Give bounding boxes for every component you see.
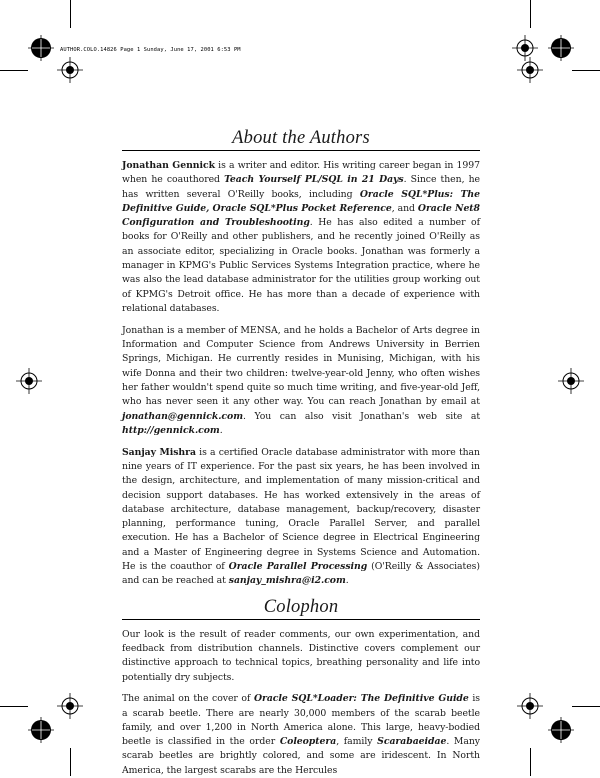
about-authors-section <box>122 128 480 589</box>
crop-line <box>572 706 600 707</box>
author-name: Jonathan Gennick <box>122 160 215 171</box>
registration-crosshair-icon <box>558 368 584 394</box>
book-title: Oracle Net8 Configuration and Troubleshooting <box>122 202 480 229</box>
book-title: Oracle Parallel Processing <box>228 561 368 573</box>
paragraph: Our look is the result of reader comments, our own experimentation, and feedback from distribution channels. Distinctive covers complement our distinctive approach to technical topics, breathing personality and life into potentially dry subjects. <box>122 628 480 683</box>
text-run: , family <box>336 736 378 748</box>
colophon-section <box>122 597 480 778</box>
text-run: . He has also edited a number of books for O'Reilly and other publishers, and he recently joined O'Reilly as an associate editor, specializing in Oracle books. Jonathan was formerly a manager in KPMG's Public Services Systems Integration practice, where he was also the lead database administrator for the utilities group working out of KPMG's Detroit office. He has more than a decade of experience with relational databases. <box>122 217 480 314</box>
author-name: Sanjay Mishra <box>122 446 196 458</box>
text-run: . <box>345 575 349 587</box>
book-title: Oracle SQL*Plus: The Definitive Guide, Oracle SQL*Plus Pocket Reference <box>122 188 480 214</box>
text-run: is a certified Oracle database administrator with more than nine years of IT experience. For the past six years, he has been involved in the design, architecture, and implementation of many mission-critical and decision support databases. He has worked extensively in the areas of database architecture, database management, backup/recovery, disaster planning, performance tuning, Oracle Parallel Server, and parallel execution. He has a Bachelor of Science degree in Electrical Engineering and a Master of Engineering degree in Systems Science and Automation. He is the coauthor of <box>122 446 480 573</box>
text-run: Jonathan is a member of MENSA, and he holds a Bachelor of Arts degree in Information and Computer Science from Andrews University in Berrien Springs, Michigan. He currently resides in Munising, Michigan, with his wife Donna and their two children: twelve-year-old Jenny, who often wishes her father wouldn't spend quite so much time writing, and five-year-old Jeff, who has never seen it any other way. You can reach Jonathan by email at <box>122 324 480 408</box>
registration-crosshair-icon <box>57 57 83 83</box>
title-rule <box>122 619 480 620</box>
taxon-name: Scarabaeidae <box>377 736 447 748</box>
text-run: . <box>219 424 223 436</box>
crop-line <box>530 0 531 28</box>
text-run: . Since then, he has written several O'Reilly books, including <box>122 174 480 200</box>
crop-line <box>70 748 71 776</box>
text-run: . You can also visit Jonathan's web site at <box>243 410 480 422</box>
paragraph-gap <box>122 438 480 446</box>
taxon-name: Coleoptera <box>279 736 337 748</box>
text-run: . Many scarab beetles are brightly colored, and some are iridescent. In North America, the largest scarabs are the Hercules <box>122 736 480 776</box>
paragraph <box>122 446 480 589</box>
registration-crosshair-icon <box>517 693 543 719</box>
registration-bullet-icon <box>548 35 574 61</box>
crop-line <box>530 748 531 776</box>
crop-line <box>572 70 600 71</box>
registration-crosshair-icon <box>517 57 543 83</box>
page-content <box>122 128 480 778</box>
text-run: , and <box>391 202 418 214</box>
registration-crosshair-icon <box>16 368 42 394</box>
section-title: Colophon <box>263 596 339 617</box>
text-run: (O'Reilly & Associates) and can be reached at <box>122 561 480 587</box>
email-address: sanjay_mishra@i2.com <box>228 575 346 587</box>
crop-line <box>0 70 28 71</box>
crop-line <box>70 0 71 28</box>
web-address: http://gennick.com <box>122 424 220 436</box>
title-rule <box>122 150 480 151</box>
registration-crosshair-icon <box>57 693 83 719</box>
crop-line <box>0 706 28 707</box>
book-title: Teach Yourself PL/SQL in 21 Days <box>224 174 404 186</box>
text-run: is a writer and editor. His writing career began in 1997 when he coauthored <box>122 160 480 186</box>
section-title: About the Authors <box>232 128 370 148</box>
email-address: jonathan@gennick.com <box>122 410 243 422</box>
text-run: The animal on the cover of <box>122 693 254 705</box>
paragraph <box>122 692 480 778</box>
registration-bullet-icon <box>548 717 574 743</box>
book-title: Oracle SQL*Loader: The Definitive Guide <box>253 693 469 705</box>
registration-bullet-icon <box>28 717 54 743</box>
paragraph-gap <box>122 316 480 324</box>
paragraph <box>122 324 480 438</box>
registration-bullet-icon <box>28 35 54 61</box>
paragraph-gap <box>122 685 480 693</box>
text-run: is a scarab beetle. There are nearly 30,000 members of the scarab beetle family, and over 1,200 in North America alone. This large, heavy-bodied beetle is classified in the order <box>122 693 480 748</box>
print-job-header: AUTHOR.COLO.14826 Page 1 Sunday, June 17, 2001 6:53 PM <box>60 47 241 53</box>
paragraph <box>122 159 480 316</box>
